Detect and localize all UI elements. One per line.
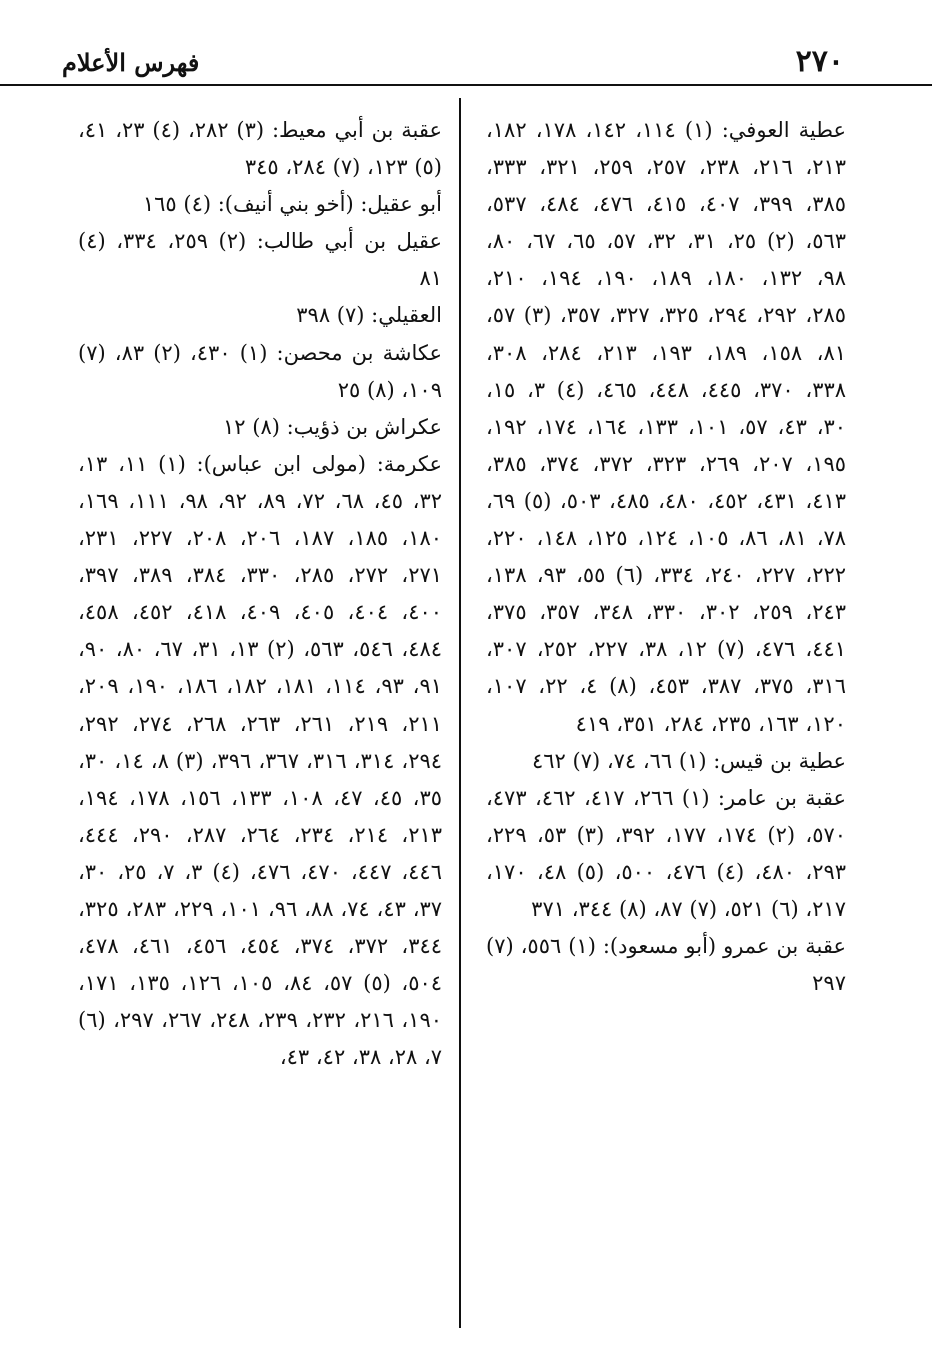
index-entry: عقبة بن عمرو (أبو مسعود): (١) ٥٥٦، (٧) ٢٩٧ xyxy=(486,934,846,996)
index-entry: عكراش بن ذؤيب: (٨) ١٢ xyxy=(223,414,442,439)
index-entry: عكاشة بن محصن: (١) ٤٣٠، (٢) ٨٣، (٧) ١٠٩، (٨) ٢٥ xyxy=(78,340,442,402)
index-entry: أبو عقيل: (أخو بني أنيف): (٤) ١٦٥ xyxy=(142,192,442,217)
running-title: فهرس الأعلام xyxy=(62,48,200,77)
column-divider xyxy=(459,98,461,1328)
index-entry: العقيلي: (٧) ٣٩٨ xyxy=(296,303,442,328)
index-entry: عطية بن قيس: (١) ٦٦، ٧٤، (٧) ٤٦٢ xyxy=(531,748,846,773)
index-entry: عقبة بن أبي معيط: (٣) ٢٨٢، (٤) ٢٣، ٤١، (٥) ١٢٣، (٧) ٢٨٤، ٣٤٥ xyxy=(78,118,443,180)
page-number: ٢٧٠ xyxy=(795,44,844,79)
index-entry: عطية العوفي: (١) ١١٤، ١٤٢، ١٧٨، ١٨٢، ٢١٣، ٢١٦، ٢٣٨، ٢٥٧، ٢٥٩، ٣٢١، ٣٣٣، ٣٨٥، ٣٩٩، ٤٠٧، ٤١٥، ٤٧٦، ٤٨٤، ٥٣٧، ٥٦٣، (٢) ٢٥، ٣١، ٣٢، ٥٧، ٦٥، ٦٧، ٨٠، ٩٨، ١٣٢، ١٨٠، ١٨٩، ١٩٠، ١٩٤، ٢١٠، ٢٨٥، ٢٩٢، ٢٩٤، ٣٢٥، ٣٢٧، ٣٥٧، (٣) ٥٧، ٨١، ١٥٨، ١٨٩، ١٩٣، ٢١٣، ٢٨٤، ٣٠٨، ٣٣٨، ٣٧٠، ٤٤٥، ٤٤٨، ٤٦٥، (٤) ٣، ١٥، ٣٠، ٤٣، ٥٧، ١٠١، ١٣٣، ١٦٤، ١٧٤، ١٩٢، ١٩٥، ٢٠٧، ٢٦٩، ٣٢٣، ٣٧٢، ٣٧٤، ٣٨٥، ٤١٣، ٤٣١، ٤٥٢، ٤٨٠، ٤٨٥، ٥٠٣، (٥) ٦٩، ٧٨، ٨١، ٨٦، ١٠٥، ١٢٤، ١٢٥، ١٤٨، ٢٢٠، ٢٢٢، ٢٢٧، ٢٤٠، ٣٣٤، (٦) ٥٥، ٩٣، ١٣٨، ٢٤٣، ٢٥٩، ٣٠٢، ٣٣٠، ٣٤٨، ٣٥٧، ٣٧٥، ٤٤١، ٤٧٦، (٧) ١٢، ٣٨، ٢٢٧، ٢٥٢، ٣٠٧، ٣١٦، ٣٧٥، ٣٨٧، ٤٥٣، (٨) ٤، ٢٢، ١٠٧، ١٢٠، ١٦٣، ٢٣٥، ٢٨٤، ٣٥١، ٤١٩ xyxy=(486,118,847,736)
page-header xyxy=(62,42,844,82)
index-entry: عقيل بن أبي طالب: (٢) ٢٥٩، ٣٣٤، (٤) ٨١ xyxy=(78,229,442,291)
left-column xyxy=(78,112,442,1076)
header-rule xyxy=(0,84,932,86)
right-column xyxy=(486,112,846,1002)
index-entry: عكرمة: (مولى ابن عباس): (١) ١١، ١٣، ٣٢، ٤٥، ٦٨، ٧٢، ٨٩، ٩٢، ٩٨، ١١١، ١٦٩، ١٨٠، ١٨٥، ١٨٧، ٢٠٦، ٢٠٨، ٢٢٧، ٢٣١، ٢٧١، ٢٧٢، ٢٨٥، ٣٣٠، ٣٨٤، ٣٨٩، ٣٩٧، ٤٠٠، ٤٠٤، ٤٠٥، ٤٠٩، ٤١٨، ٤٥٢، ٤٥٨، ٤٨٤، ٥٤٦، ٥٦٣، (٢) ١٣، ٣١، ٦٧، ٨٠، ٩٠، ٩١، ٩٣، ١١٤، ١٨١، ١٨٢، ١٨٦، ١٩٠، ٢٠٩، ٢١١، ٢١٩، ٢٦١، ٢٦٣، ٢٦٨، ٢٧٤، ٢٩٢، ٢٩٤، ٣١٤، ٣١٦، ٣٦٧، ٣٩٦، (٣) ٨، ١٤، ٣٠، ٣٥، ٤٥، ٤٧، ١٠٨، ١٣٣، ١٥٦، ١٧٨، ١٩٤، ٢١٣، ٢١٤، ٢٣٤، ٢٦٤، ٢٨٧، ٢٩٠، ٤٤٤، ٤٤٦، ٤٤٧، ٤٧٠، ٤٧٦، (٤) ٣، ٧، ٢٥، ٣٠، ٣٧، ٤٣، ٧٤، ٨٨، ٩٦، ١٠١، ٢٢٩، ٢٨٣، ٣٢٥، ٣٤٤، ٣٧٢، ٣٧٤، ٤٥٤، ٤٥٦، ٤٦١، ٤٧٨، ٥٠٤، (٥) ٥٧، ٨٤، ١٠٥، ١٢٦، ١٣٥، ١٧١، ١٩٠، ٢١٦، ٢٣٢، ٢٣٩، ٢٤٨، ٢٦٧، ٢٩٧، (٦) ٧، ٢٨، ٣٨، ٤٢، ٤٣، xyxy=(78,451,443,1070)
index-entry: عقبة بن عامر: (١) ٢٦٦، ٤١٧، ٤٦٢، ٤٧٣، ٥٧٠، (٢) ١٧٤، ١٧٧، ٣٩٢، (٣) ٥٣، ٢٢٩، ٢٩٣، ٤٨٠، (٤) ٤٧٦، ٥٠٠، (٥) ٤٨، ١٧٠، ٢١٧، (٦) ٥٢١، (٧) ٨٧، (٨) ٣٤٤، ٣٧١ xyxy=(486,785,847,921)
